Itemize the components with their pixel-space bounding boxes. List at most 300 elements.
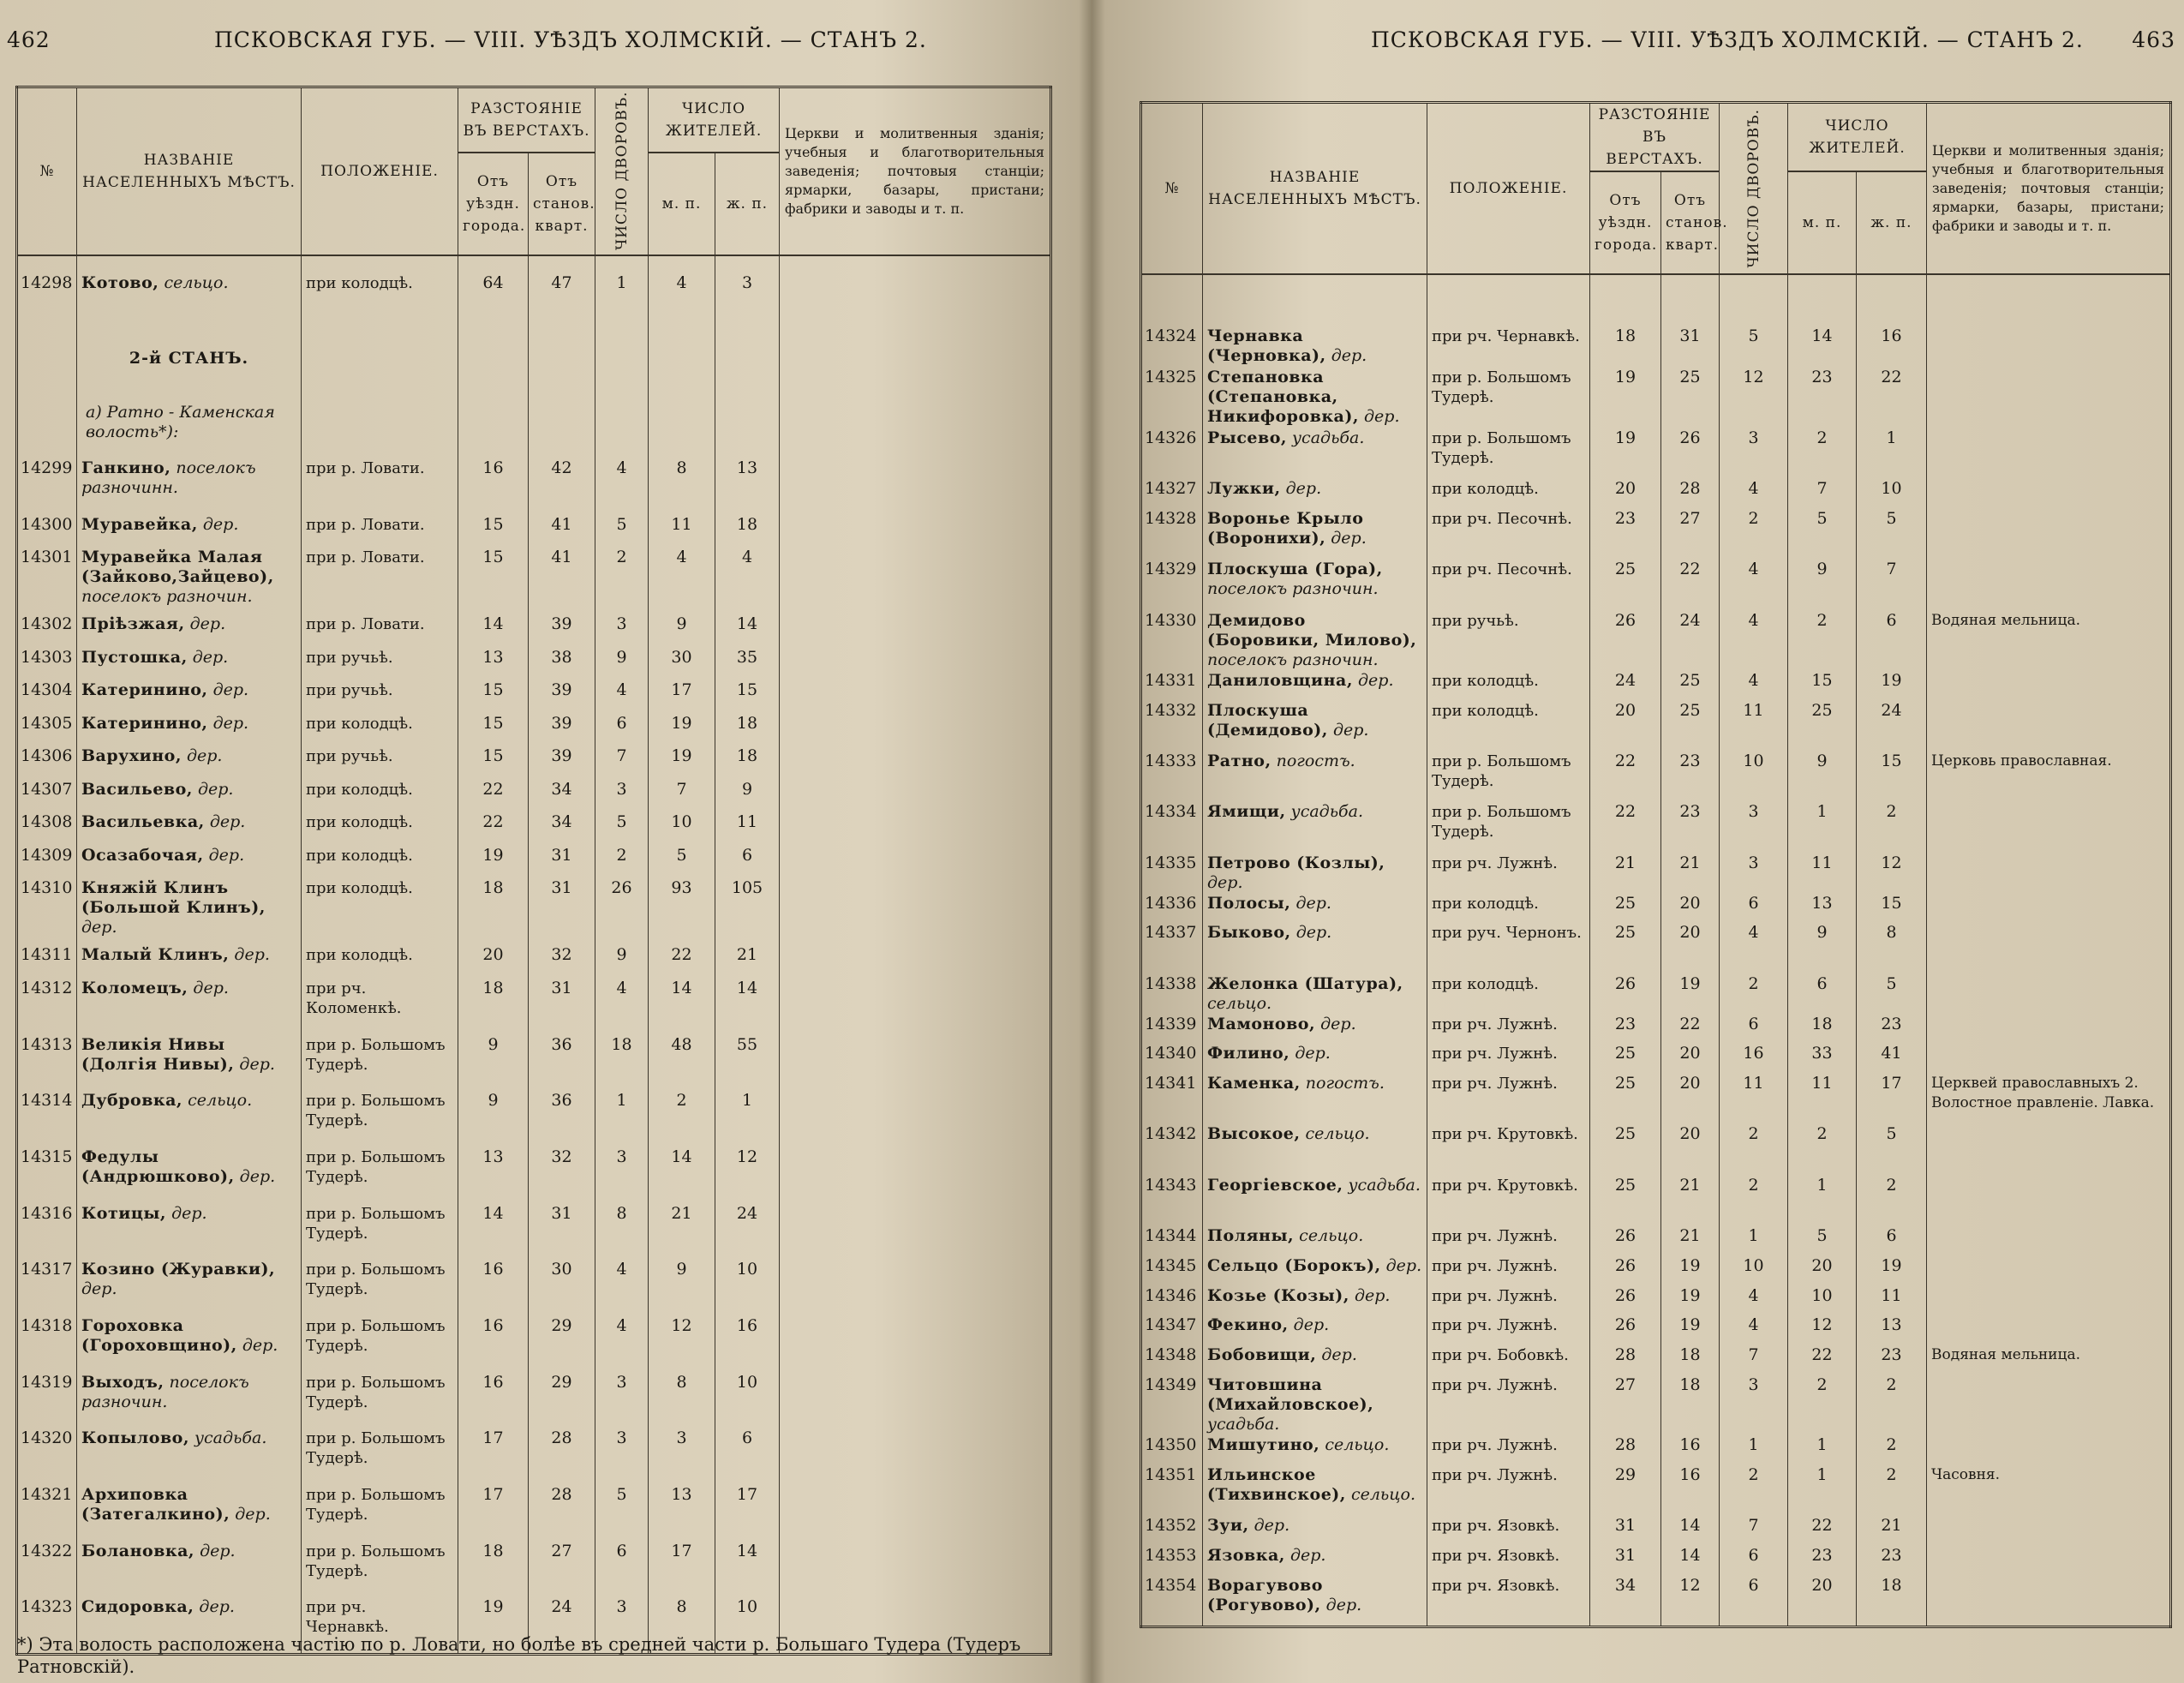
distance-town: 26 (1590, 611, 1661, 672)
row-number: 14348 (1141, 1345, 1203, 1375)
distance-stan: 38 (529, 648, 595, 680)
male-count: 48 (649, 1035, 715, 1092)
settlement-name-text: Осазабочая, (81, 845, 204, 865)
settlement-kind: поселокъ разночин. (81, 1372, 249, 1411)
distance-town: 18 (458, 979, 529, 1035)
settlement-position: при р. Большомъ Тудерѣ. (1427, 368, 1590, 428)
settlement-kind: дер. (242, 1335, 278, 1355)
settlement-position: при р. Ловати. (302, 515, 458, 548)
settlement-position: при р. Большомъ Тудерѣ. (302, 1542, 458, 1598)
distance-stan: 20 (1661, 1124, 1720, 1175)
distance-stan: 34 (529, 780, 595, 812)
female-count: 14 (715, 614, 780, 647)
female-count: 4 (715, 548, 780, 614)
distance-stan: 24 (1661, 611, 1720, 672)
row-number: 14307 (17, 780, 77, 812)
male-count: 11 (1788, 853, 1857, 894)
notes (780, 614, 1051, 647)
settlement-position: при рч. Лужнѣ. (1427, 1044, 1590, 1074)
male-count: 1 (1788, 802, 1857, 853)
settlement-name (1203, 701, 1427, 752)
settlement-name (1203, 671, 1427, 701)
notes (780, 1542, 1051, 1598)
settlement-kind: усадьба. (1290, 802, 1364, 822)
settlement-position: при рч. Крутовкѣ. (1427, 1176, 1590, 1226)
col-distance: РАЗСТОЯНІЕ ВЪ ВЕРСТАХЪ. (1590, 103, 1720, 172)
distance-town: 13 (458, 648, 529, 680)
male-count: 23 (1788, 1546, 1857, 1576)
distance-town: 25 (1590, 560, 1661, 610)
yards-count: 4 (1720, 560, 1788, 610)
settlement-position: при р. Большомъ Тудерѣ. (1427, 752, 1590, 802)
settlement-kind: дер. (202, 514, 239, 534)
yards-count: 4 (1720, 479, 1788, 509)
settlement-kind: дер. (1331, 346, 1367, 365)
empty-cell (595, 323, 649, 391)
notes (780, 714, 1051, 746)
notes (1927, 1375, 2171, 1436)
male-count: 14 (649, 1147, 715, 1204)
col-male: м. п. (1788, 171, 1857, 274)
distance-stan: 28 (529, 1428, 595, 1485)
male-count: 15 (1788, 671, 1857, 701)
settlement-kind: сельцо. (1299, 1226, 1364, 1246)
col-female: ж. п. (715, 153, 780, 255)
settlement-kind: дер. (197, 779, 234, 799)
settlement-name (1203, 923, 1427, 973)
distance-town: 22 (1590, 752, 1661, 802)
notes (1927, 1256, 2171, 1286)
settlement-kind: сельцо. (188, 1091, 253, 1111)
notes (1927, 1226, 2171, 1256)
female-count: 5 (1857, 509, 1927, 560)
yards-count: 6 (1720, 1576, 1788, 1627)
distance-town: 9 (458, 1091, 529, 1147)
settlement-name (77, 648, 302, 680)
row-number: 14317 (17, 1260, 77, 1316)
male-count: 13 (649, 1485, 715, 1542)
settlement-name (1203, 853, 1427, 894)
distance-town: 31 (1590, 1516, 1661, 1546)
yards-count: 4 (595, 1316, 649, 1373)
distance-town: 31 (1590, 1546, 1661, 1576)
settlement-name (1203, 1044, 1427, 1074)
female-count: 10 (715, 1597, 780, 1654)
female-count: 11 (715, 812, 780, 845)
female-count: 2 (1857, 1176, 1927, 1226)
yards-count: 3 (595, 1597, 649, 1654)
yards-count: 4 (595, 979, 649, 1035)
distance-stan: 25 (1661, 701, 1720, 752)
settlement-kind: дер. (212, 680, 249, 700)
settlement-name-text: Ратно, (1207, 752, 1272, 771)
settlement-name-text: Архиповка (Затегалкино), (81, 1484, 230, 1524)
row-number: 14343 (1141, 1176, 1203, 1226)
settlement-kind: поселокъ разночин. (81, 587, 253, 607)
settlement-name (77, 1204, 302, 1261)
settlement-position: при ручьѣ. (302, 648, 458, 680)
distance-stan: 47 (529, 255, 595, 323)
settlement-name-text: Васильево, (81, 779, 193, 799)
yards-count: 5 (1720, 274, 1788, 368)
settlement-position: при рч. Чернавкѣ. (302, 1597, 458, 1654)
empty-cell (302, 323, 458, 391)
notes (1927, 923, 2171, 973)
settlement-kind: поселокъ разночин. (1207, 650, 1379, 669)
settlement-name-text: Степановка (Степановка, Никифоровка), (1207, 368, 1359, 427)
settlement-name (77, 1428, 302, 1485)
empty-cell (780, 391, 1051, 458)
settlement-position: при колодцѣ. (1427, 701, 1590, 752)
notes (1927, 853, 2171, 894)
settlement-name (1203, 1015, 1427, 1045)
distance-stan: 28 (529, 1485, 595, 1542)
distance-stan: 28 (1661, 479, 1720, 509)
settlement-name-text: Козино (Журавки), (81, 1260, 276, 1279)
distance-stan: 23 (1661, 802, 1720, 853)
settlement-name-text: Катеринино, (81, 713, 208, 733)
female-count: 12 (1857, 853, 1927, 894)
female-count: 11 (1857, 1286, 1927, 1316)
male-count: 3 (649, 1428, 715, 1485)
notes (1927, 701, 2171, 752)
settlement-position: при колодцѣ. (1427, 479, 1590, 509)
male-count: 9 (649, 1260, 715, 1316)
distance-town: 22 (458, 812, 529, 845)
notes (780, 846, 1051, 878)
settlement-name-text: Федулы (Андрюшково), (81, 1147, 235, 1186)
distance-stan: 22 (1661, 560, 1720, 610)
female-count: 10 (1857, 479, 1927, 509)
settlement-name-text: Гороховка (Гороховщино), (81, 1315, 237, 1355)
female-count: 22 (1857, 368, 1927, 428)
female-count: 16 (1857, 274, 1927, 368)
distance-town: 24 (1590, 671, 1661, 701)
distance-stan: 22 (1661, 1015, 1720, 1045)
row-number: 14316 (17, 1204, 77, 1261)
yards-count: 6 (1720, 894, 1788, 924)
settlement-kind: дер. (1295, 893, 1331, 913)
yards-count: 4 (595, 458, 649, 515)
notes (780, 945, 1051, 978)
settlement-kind: дер. (1364, 407, 1400, 427)
distance-town: 16 (458, 458, 529, 515)
settlement-name-text: Васильевка, (81, 812, 205, 832)
yards-count: 1 (595, 1091, 649, 1147)
settlement-name-text: Великія Нивы (Долгія Нивы), (81, 1034, 235, 1074)
settlement-name (77, 878, 302, 945)
settlement-position: при р. Большомъ Тудерѣ. (302, 1316, 458, 1373)
notes (1927, 1286, 2171, 1316)
female-count: 55 (715, 1035, 780, 1092)
col-position: ПОЛОЖЕНІЕ. (302, 87, 458, 255)
table-row (1141, 611, 2171, 672)
table-row (17, 945, 1051, 978)
settlement-name-text: Воронье Крыло (Воронихи), (1207, 508, 1364, 548)
distance-town: 16 (458, 1260, 529, 1316)
settlement-name (77, 1485, 302, 1542)
distance-town: 25 (1590, 894, 1661, 924)
notes (780, 648, 1051, 680)
notes (1927, 974, 2171, 1015)
page-number: 462 (7, 27, 51, 52)
settlement-name-text: Дубровка, (81, 1091, 183, 1111)
notes: Церквей православныхъ 2. Волостное правленіе. Лавка. (1927, 1074, 2171, 1124)
male-count: 10 (649, 812, 715, 845)
col-no: № (1141, 103, 1203, 275)
table-row (17, 515, 1051, 548)
settlement-name (77, 812, 302, 845)
table-row (17, 648, 1051, 680)
female-count: 10 (715, 1260, 780, 1316)
settlement-name-text: Пустошка, (81, 647, 188, 667)
male-count: 2 (1788, 428, 1857, 479)
left-page-header (0, 24, 1081, 58)
settlement-name (77, 979, 302, 1035)
distance-town: 19 (1590, 368, 1661, 428)
table-row (1141, 479, 2171, 509)
female-count: 24 (1857, 701, 1927, 752)
empty-cell (649, 323, 715, 391)
male-count: 19 (649, 714, 715, 746)
settlement-name-text: Варухино, (81, 746, 182, 766)
settlement-name-text: Плоскуша (Демидово), (1207, 700, 1328, 740)
table-row (1141, 1176, 2171, 1226)
settlement-kind: дер. (1320, 1014, 1356, 1033)
distance-town: 26 (1590, 1315, 1661, 1345)
distance-town: 17 (458, 1485, 529, 1542)
settlement-position: при р. Большомъ Тудерѣ. (302, 1204, 458, 1261)
settlement-name-text: Филино, (1207, 1044, 1290, 1063)
table-row (1141, 1015, 2171, 1045)
settlement-name-text: Ильинское (Тихвинское), (1207, 1465, 1346, 1505)
settlement-name-text: Котово, (81, 273, 159, 292)
notes (780, 515, 1051, 548)
notes (780, 780, 1051, 812)
settlement-position: при рч. Язовкѣ. (1427, 1516, 1590, 1546)
male-count: 20 (1788, 1576, 1857, 1627)
male-count: 5 (649, 846, 715, 878)
yards-count: 12 (1720, 368, 1788, 428)
settlement-name (77, 458, 302, 515)
settlement-position: при рч. Крутовкѣ. (1427, 1124, 1590, 1175)
settlement-name (77, 515, 302, 548)
yards-count: 11 (1720, 1074, 1788, 1124)
table-row (1141, 853, 2171, 894)
settlement-name-text: Мамоново, (1207, 1014, 1316, 1033)
distance-stan: 25 (1661, 671, 1720, 701)
row-number: 14342 (1141, 1124, 1203, 1175)
settlement-name-text: Даниловщина, (1207, 671, 1353, 691)
settlement-name-text: Княжій Клинъ (Большой Клинъ), (81, 878, 266, 918)
settlement-position: при рч. Песочнѣ. (1427, 509, 1590, 560)
table-row (17, 1091, 1051, 1147)
female-count: 3 (715, 255, 780, 323)
notes (780, 1091, 1051, 1147)
distance-stan: 32 (529, 945, 595, 978)
notes (780, 680, 1051, 713)
yards-count: 2 (595, 548, 649, 614)
male-count: 4 (649, 255, 715, 323)
male-count: 9 (1788, 923, 1857, 973)
yards-count: 6 (595, 714, 649, 746)
col-distance: РАЗСТОЯНІЕ ВЪ ВЕРСТАХЪ. (458, 87, 595, 153)
settlement-position: при ручьѣ. (302, 680, 458, 713)
notes: Церковь православная. (1927, 752, 2171, 802)
table-row (17, 614, 1051, 647)
row-number: 14346 (1141, 1286, 1203, 1316)
female-count: 7 (1857, 560, 1927, 610)
yards-count: 18 (595, 1035, 649, 1092)
settlement-position: при р. Большомъ Тудерѣ. (302, 1485, 458, 1542)
distance-town: 19 (458, 846, 529, 878)
settlement-name-text: Коломецъ, (81, 978, 188, 997)
male-count: 20 (1788, 1256, 1857, 1286)
col-dist-stan: Отъ станов. кварт. (529, 153, 595, 255)
settlement-name (77, 1260, 302, 1316)
yards-count: 3 (1720, 802, 1788, 853)
settlement-name (1203, 974, 1427, 1015)
male-count: 2 (1788, 1375, 1857, 1436)
female-count: 18 (715, 714, 780, 746)
distance-stan: 19 (1661, 1286, 1720, 1316)
yards-count: 3 (1720, 853, 1788, 894)
row-number: 14331 (1141, 671, 1203, 701)
settlement-kind: дер. (1331, 528, 1367, 548)
row-number: 14311 (17, 945, 77, 978)
distance-town: 20 (1590, 479, 1661, 509)
female-count: 6 (715, 846, 780, 878)
yards-count: 1 (1720, 1226, 1788, 1256)
empty-cell (649, 391, 715, 458)
settlement-name (77, 1147, 302, 1204)
distance-stan: 20 (1661, 923, 1720, 973)
settlement-kind: дер. (81, 918, 117, 937)
settlement-position: при рч. Лужнѣ. (1427, 1256, 1590, 1286)
notes (1927, 1546, 2171, 1576)
settlement-name-text: Высокое, (1207, 1124, 1301, 1144)
settlement-position: при рч. Лужнѣ. (1427, 1286, 1590, 1316)
settlement-name-text: Поляны, (1207, 1226, 1295, 1246)
yards-count: 5 (595, 1485, 649, 1542)
col-dist-town: Отъ уѣздн. города. (458, 153, 529, 255)
row-number: 14319 (17, 1373, 77, 1429)
table-row (1141, 509, 2171, 560)
table-row (1141, 1435, 2171, 1465)
distance-town: 25 (1590, 923, 1661, 973)
male-count: 2 (1788, 1124, 1857, 1175)
settlement-name-text: Плоскуша (Гора), (1207, 560, 1383, 579)
female-count: 6 (1857, 611, 1927, 672)
settlement-name (1203, 509, 1427, 560)
settlement-name-text: Козье (Козы), (1207, 1285, 1349, 1305)
settlement-name (77, 1542, 302, 1598)
distance-town: 18 (1590, 274, 1661, 368)
row-number: 14330 (1141, 611, 1203, 672)
row-number: 14306 (17, 746, 77, 779)
female-count: 1 (1857, 428, 1927, 479)
empty-cell (529, 391, 595, 458)
distance-stan: 16 (1661, 1435, 1720, 1465)
female-count: 2 (1857, 802, 1927, 853)
col-yards: ЧИСЛО ДВОРОВЪ. (595, 87, 649, 255)
female-count: 24 (715, 1204, 780, 1261)
female-count: 35 (715, 648, 780, 680)
settlement-position: при ручьѣ. (302, 746, 458, 779)
table-row (17, 255, 1051, 323)
settlement-name-text: Малый Клинъ, (81, 945, 230, 965)
distance-stan: 14 (1661, 1516, 1720, 1546)
table-row (1141, 1465, 2171, 1516)
settlement-kind: дер. (189, 614, 226, 634)
male-count: 5 (1788, 509, 1857, 560)
male-count: 22 (1788, 1345, 1857, 1375)
table-row (17, 846, 1051, 878)
settlement-name-text: Прiѣзжая, (81, 614, 185, 634)
settlement-position: при р. Большомъ Тудерѣ. (302, 1428, 458, 1485)
yards-count: 1 (1720, 1435, 1788, 1465)
settlement-name (1203, 1315, 1427, 1345)
settlement-name-text: Полосы, (1207, 893, 1291, 913)
row-number: 14341 (1141, 1074, 1203, 1124)
settlement-name-text: Катеринино, (81, 680, 208, 700)
distance-town: 15 (458, 714, 529, 746)
distance-town: 19 (458, 1597, 529, 1654)
col-name: НАЗВАНІЕ НАСЕЛЕННЫХЪ МѢСТЪ. (77, 87, 302, 255)
row-number: 14314 (17, 1091, 77, 1147)
distance-town: 23 (1590, 1015, 1661, 1045)
settlement-name (1203, 479, 1427, 509)
distance-town: 9 (458, 1035, 529, 1092)
distance-town: 23 (1590, 509, 1661, 560)
male-count: 14 (649, 979, 715, 1035)
table-row (17, 1204, 1051, 1261)
distance-town: 18 (458, 878, 529, 945)
yards-count: 6 (1720, 1546, 1788, 1576)
female-count: 2 (1857, 1465, 1927, 1516)
distance-stan: 31 (529, 1204, 595, 1261)
row-number: 14328 (1141, 509, 1203, 560)
settlement-kind: сельцо. (164, 273, 229, 292)
female-count: 19 (1857, 1256, 1927, 1286)
female-count: 14 (715, 979, 780, 1035)
settlement-name (1203, 1546, 1427, 1576)
settlement-name-text: Сидоровка, (81, 1597, 194, 1617)
left-page (0, 0, 1081, 1683)
settlement-position: при рч. Лужнѣ. (1427, 1074, 1590, 1124)
table-row (1141, 802, 2171, 853)
settlement-name-text: Ямищи, (1207, 802, 1286, 822)
settlement-position: при колодцѣ. (302, 878, 458, 945)
settlement-name-text: Рысево, (1207, 428, 1287, 447)
notes (1927, 274, 2171, 368)
distance-stan: 39 (529, 614, 595, 647)
settlement-name-text: Читовшина (Михайловское), (1207, 1375, 1374, 1414)
female-count: 15 (715, 680, 780, 713)
male-count: 33 (1788, 1044, 1857, 1074)
female-count: 12 (715, 1147, 780, 1204)
male-count: 9 (1788, 560, 1857, 610)
settlement-kind: дер. (1289, 1546, 1326, 1566)
distance-town: 13 (458, 1147, 529, 1204)
distance-stan: 18 (1661, 1375, 1720, 1436)
yards-count: 7 (1720, 1516, 1788, 1546)
table-row (1141, 1226, 2171, 1256)
male-count: 30 (649, 648, 715, 680)
yards-count: 4 (1720, 1315, 1788, 1345)
notes (780, 1316, 1051, 1373)
table-row (1141, 428, 2171, 479)
